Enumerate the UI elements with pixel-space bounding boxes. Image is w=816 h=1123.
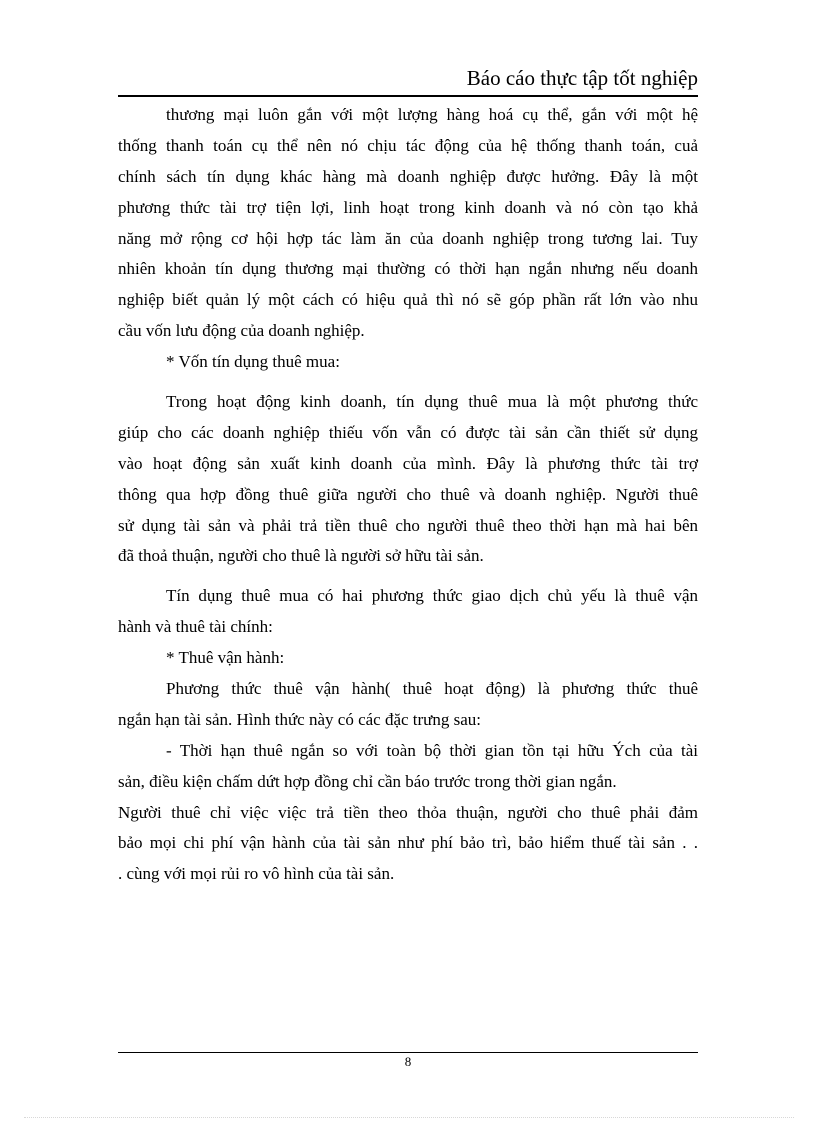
body-line: . cùng với mọi rủi ro vô hình của tài sản. — [118, 864, 395, 884]
body-line: đã thoả thuận, người cho thuê là người sở hữu tài sản. — [118, 546, 484, 566]
body-line: ngắn hạn tài sản. Hình thức này có các đặc trưng sau: — [118, 709, 482, 729]
body-line: năng mở rộng cơ hội hợp tác làm ăn của doanh nghiệp trong tương lai. Tuy — [118, 228, 698, 248]
body-line: hành và thuê tài chính: — [118, 617, 273, 637]
body-line: sản, điều kiện chấm dứt hợp đồng chỉ cần báo trước trong thời gian ngắn. — [118, 771, 617, 791]
body-line: giúp cho các doanh nghiệp thiếu vốn vẫn có được tài sản cần thiết sử dụng — [118, 422, 698, 442]
body-line: thông qua hợp đồng thuê giữa người cho thuê và doanh nghiệp. Người thuê — [118, 484, 698, 504]
page-edge — [24, 1117, 794, 1118]
body-line: thương mại luôn gắn với một lượng hàng hoá cụ thể, gắn với một hệ — [166, 105, 698, 124]
body-line: thống thanh toán cụ thể nên nó chịu tác động của hệ thống thanh toán, cuả — [118, 135, 698, 155]
document-header-title: Báo cáo thực tập tốt nghiệp — [466, 66, 698, 90]
body-line: chính sách tín dụng khác hàng mà doanh nghiệp được hưởng. Đây là một — [118, 166, 698, 186]
body-line: phương thức tài trợ tiện lợi, linh hoạt trong kinh doanh và nó còn tạo khả — [118, 197, 698, 217]
header-rule — [118, 95, 698, 97]
body-line: Phương thức thuê vận hành( thuê hoạt động) là phương thức thuê — [166, 679, 698, 699]
section-heading: * Vốn tín dụng thuê mua: — [166, 352, 340, 372]
body-line: Trong hoạt động kinh doanh, tín dụng thuê mua là một phương thức — [166, 392, 698, 412]
body-line: nghiệp biết quản lý một cách có hiệu quả thì nó sẽ góp phần rất lớn vào nhu — [118, 290, 698, 310]
body-line: bảo mọi chi phí vận hành của tài sản như phí bảo trì, bảo hiểm thuế tài sản . . — [118, 833, 698, 853]
page-number: 8 — [404, 1054, 412, 1069]
body-line: Người thuê chỉ việc việc trả tiền theo thỏa thuận, người cho thuê phải đảm — [118, 802, 698, 822]
body-line: Tín dụng thuê mua có hai phương thức giao dịch chủ yếu là thuê vận — [166, 586, 698, 606]
section-heading: * Thuê vận hành: — [166, 648, 285, 668]
body-text — [118, 100, 698, 890]
footer-rule — [118, 1052, 698, 1053]
body-line: sử dụng tài sản và phải trả tiền thuê cho người thuê theo thời hạn mà hai bên — [118, 515, 698, 535]
body-line: - Thời hạn thuê ngắn so với toàn bộ thời gian tồn tại hữu Ých của tài — [166, 740, 698, 760]
body-line: vào hoạt động sản xuất kinh doanh của mình. Đây là phương thức tài trợ — [118, 453, 698, 473]
body-line: nhiên khoản tín dụng thương mại thường có thời hạn ngắn nhưng nếu doanh — [118, 259, 698, 279]
body-line: cầu vốn lưu động của doanh nghiệp. — [118, 321, 365, 341]
